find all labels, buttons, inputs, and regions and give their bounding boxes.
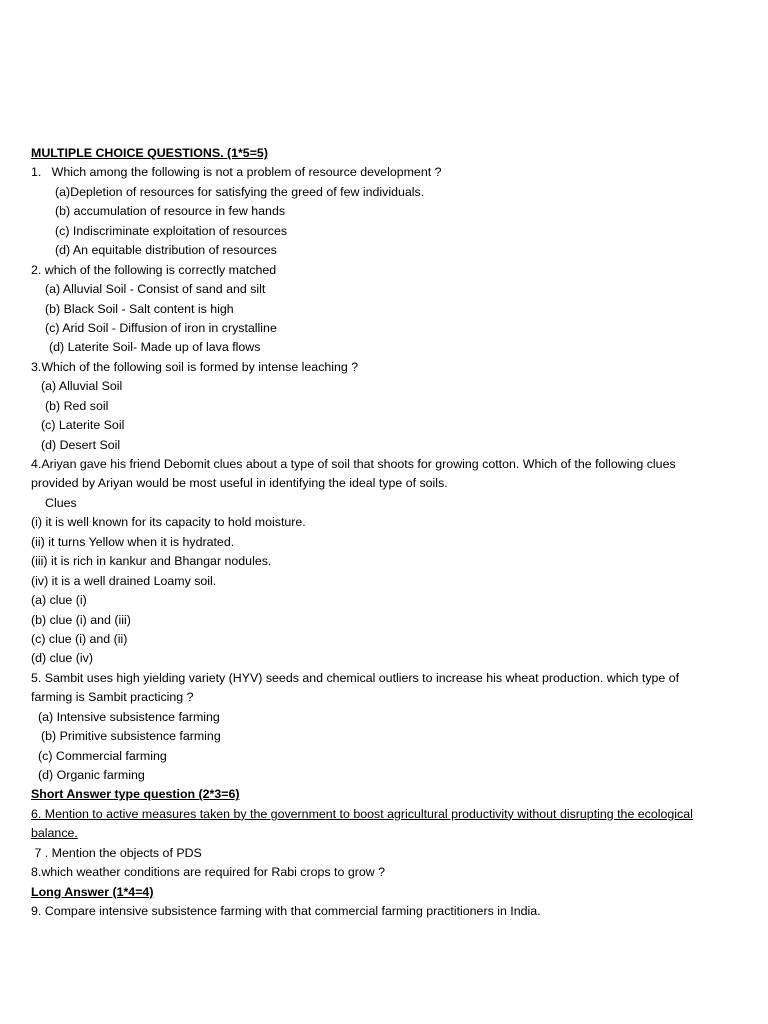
- q1-option-c: (c) Indiscriminate exploitation of resources: [55, 223, 288, 238]
- q3-option-c: (c) Laterite Soil: [41, 418, 125, 433]
- question-6-line-1: 6. Mention to active measures taken by the government to boost agricultural productivity without disrupting the ecological: [31, 806, 693, 821]
- q2-option-b: (b) Black Soil - Salt content is high: [45, 301, 234, 316]
- q2-option-c: (c) Arid Soil - Diffusion of iron in crystalline: [45, 320, 277, 335]
- q3-option-d: (d) Desert Soil: [41, 437, 121, 452]
- q1-option-a: (a)Depletion of resources for satisfying the greed of few individuals.: [55, 184, 425, 199]
- q1-option-b: (b) accumulation of resource in few hands: [55, 204, 286, 219]
- q4-clue-i: (i) it is well known for its capacity to hold moisture.: [31, 515, 306, 530]
- short-answer-section-heading: Short Answer type question (2*3=6): [31, 787, 240, 802]
- question-3: 3.Which of the following soil is formed by intense leaching ?: [31, 359, 359, 374]
- q4-option-b: (b) clue (i) and (iii): [31, 612, 131, 627]
- q4-clue-iv: (iv) it is a well drained Loamy soil.: [31, 573, 217, 588]
- q3-option-b: (b) Red soil: [45, 398, 109, 413]
- mcq-section-heading: MULTIPLE CHOICE QUESTIONS. (1*5=5): [31, 146, 268, 160]
- long-answer-section-heading: Long Answer (1*4=4): [31, 884, 154, 899]
- question-6-line-2: balance.: [31, 826, 78, 841]
- question-paper: [31, 144, 721, 922]
- q3-option-a: (a) Alluvial Soil: [41, 379, 123, 394]
- question-7: 7 . Mention the objects of PDS: [31, 845, 202, 860]
- q2-option-a: (a) Alluvial Soil - Consist of sand and silt: [45, 282, 266, 297]
- question-4-line-2: provided by Ariyan would be most useful in identifying the ideal type of soils.: [31, 476, 448, 491]
- q5-option-c: (c) Commercial farming: [38, 748, 167, 763]
- q5-option-b: (b) Primitive subsistence farming: [41, 729, 221, 744]
- question-8: 8.which weather conditions are required for Rabi crops to grow ?: [31, 865, 386, 880]
- q1-option-d: (d) An equitable distribution of resources: [55, 243, 277, 258]
- q4-clues-label: Clues: [45, 495, 77, 510]
- q4-option-c: (c) clue (i) and (ii): [31, 631, 128, 646]
- q4-clue-ii: (ii) it turns Yellow when it is hydrated.: [31, 534, 235, 549]
- q5-option-d: (d) Organic farming: [38, 768, 145, 782]
- question-1: 1. Which among the following is not a problem of resource development ?: [31, 165, 442, 180]
- q4-clue-iii: (iii) it is rich in kankur and Bhangar nodules.: [31, 554, 272, 569]
- q5-option-a: (a) Intensive subsistence farming: [38, 709, 220, 724]
- q4-option-a: (a) clue (i): [31, 593, 87, 608]
- q2-option-d: (d) Laterite Soil- Made up of lava flows: [49, 340, 261, 355]
- question-4-line-1: 4.Ariyan gave his friend Debomit clues about a type of soil that shoots for growing cotton. Which of the following clues: [31, 457, 676, 471]
- question-2: 2. which of the following is correctly matched: [31, 262, 277, 277]
- q4-option-d: (d) clue (iv): [31, 651, 93, 666]
- question-5-line-1: 5. Sambit uses high yielding variety (HYV) seeds and chemical outliers to increase his wheat production. which type of: [31, 670, 680, 685]
- question-5-line-2: farming is Sambit practicing ?: [31, 690, 194, 705]
- question-9: 9. Compare intensive subsistence farming with that commercial farming practitioners in India.: [31, 904, 541, 919]
